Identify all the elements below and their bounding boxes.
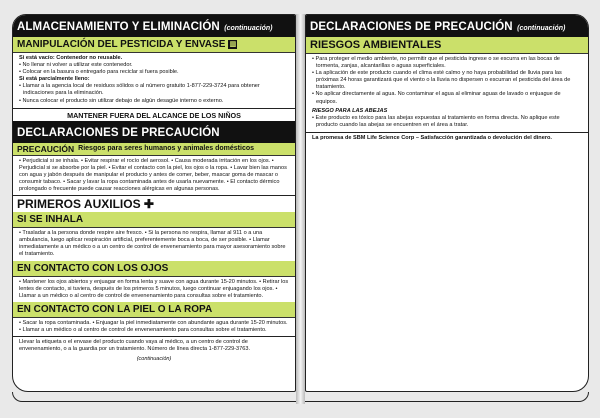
- storage-title: ALMACENAMIENTO Y ELIMINACIÓN: [17, 21, 220, 33]
- book-spine: [296, 14, 305, 404]
- partial-item: • Nunca colocar el producto sin utilizar debajo de algún desagüe interno o externo.: [19, 97, 224, 104]
- env-item: • La aplicación de este producto cuando el clima esté calmo y no haya probabilidad de lluvia para las próximas 24 horas garantizará que el viento o la lluvia no dispersen o escurran el pesticida del área de tratamiento.: [312, 70, 571, 91]
- precaution-cont-header: DECLARACIONES DE PRECAUCIÓN (continuación): [306, 15, 588, 37]
- bees-text: • Este producto es tóxico para las abejas expuestas al tratamiento en forma directa. No aplique este producto cuando las abejas se encuentren en el área a tratar.: [312, 114, 560, 128]
- caution-sublabel: Riesgos para seres humanos y animales domésticos: [78, 145, 255, 153]
- handling-header: [13, 37, 295, 53]
- caution-row: [13, 143, 295, 156]
- bees-heading: RIESGO PARA LAS ABEJAS: [312, 107, 388, 114]
- partial-heading: Si está parcialmente lleno:: [19, 76, 90, 83]
- eyes-text: • Mantener los ojos abiertos y enjuagar en forma lenta y suave con agua durante 15-20 minutos. • Retirar los lentes de contacto, si tuviera, después de los primeros 5 minutos, luego continuar enjuagando los ojos. • Llamar a un médico o al centro de control de envenenamiento para consultas sobre el tratamiento.: [19, 278, 289, 299]
- caution-text: • Perjudicial si se inhala. • Evitar respirar el rocío del aerosol. • Causa moderada irritación en los ojos. • Perjudicial si se absorbe por la piel. • Evitar el contacto con la piel, los ojos o la ropa. • Lavar bien las manos con agua y jabón después de manipular el producto y antes de comer, beber, mascar goma de mascar o consumir tabaco. • Sacar y lavar la ropa contaminada antes de usarla nuevamente. • El contacto dérmico prolongado o frecuente puede causar reacciones alérgicas en algunas personas.: [19, 157, 287, 193]
- first-aid-header: PRIMEROS AUXILIOS ✚: [17, 197, 154, 212]
- guarantee-text: La promesa de SBM Life Science Corp – Satisfacción garantizada o devolución del dinero.: [312, 134, 552, 141]
- empty-item: • No llenar ni volver a utilizar este contenedor.: [19, 62, 133, 69]
- inhale-header: SI SE INHALA: [13, 212, 295, 228]
- caution-label: PRECAUCIÓN: [17, 143, 75, 154]
- env-item: • No aplicar directamente al agua. No contaminar el agua al eliminar aguas de lavado o enjuague de equipos.: [312, 91, 561, 105]
- empty-heading: Si está vacío: Contenedor no reusable.: [19, 55, 123, 61]
- footer-text: Llevar la etiqueta o el envase del producto cuando vaya al médico, a un centro de control de envenenamiento, o a la guardia por un tratamiento. Número de línea directa 1-877-229-3763.: [19, 338, 251, 353]
- partial-item: • Llamar a la agencia local de residuos sólidos o al número gratuito 1-877-229-3724 para obtener indicaciones para la eliminación.: [19, 83, 260, 97]
- plus-icon: ✚: [143, 197, 154, 212]
- trash-icon: ▥: [229, 40, 237, 48]
- continued-label: (continuación): [136, 356, 172, 363]
- handling-title: MANIPULACIÓN DEL PESTICIDA Y ENVASE: [17, 39, 226, 50]
- skin-header: EN CONTACTO CON LA PIEL O LA ROPA: [13, 302, 295, 318]
- storage-header: [13, 15, 295, 37]
- page-curl-right: [305, 392, 589, 402]
- storage-title-cont: (continuación): [224, 25, 273, 32]
- env-item: • Para proteger el medio ambiente, no permitir que el pesticida ingrese o se escurra en las bocas de tormenta, zanjas, alcantarillas o aguas superficiales.: [312, 56, 560, 70]
- left-page: [12, 14, 296, 392]
- right-page: [305, 14, 589, 392]
- keep-out-notice: MANTENER FUERA DEL ALCANCE DE LOS NIÑOS: [67, 110, 241, 120]
- page-curl-left: [12, 392, 296, 402]
- eyes-header: EN CONTACTO CON LOS OJOS: [13, 261, 295, 277]
- precaution-header: DECLARACIONES DE PRECAUCIÓN: [13, 121, 295, 143]
- skin-text: • Sacar la ropa contaminada. • Enjuagar la piel inmediatamente con abundante agua durante 15-20 minutos. • Llamar a un médico o al centro de control de envenenamiento para consultas sobre el tratamiento.: [19, 319, 288, 333]
- inhale-text: • Trasladar a la persona donde respire aire fresco. • Si la persona no respira, llamar al 911 o a una ambulancia, luego aplicar respiración artificial, preferentemente boca a boca, de ser posible. • Llamar inmediatamente a un médico o a un centro de control de envenenamiento para mayor asesoramiento sobre el tratamiento.: [19, 230, 286, 258]
- env-hazards-header: RIESGOS AMBIENTALES: [306, 37, 588, 54]
- empty-item: • Colocar en la basura o entregarlo para reciclar si fuera posible.: [19, 69, 179, 76]
